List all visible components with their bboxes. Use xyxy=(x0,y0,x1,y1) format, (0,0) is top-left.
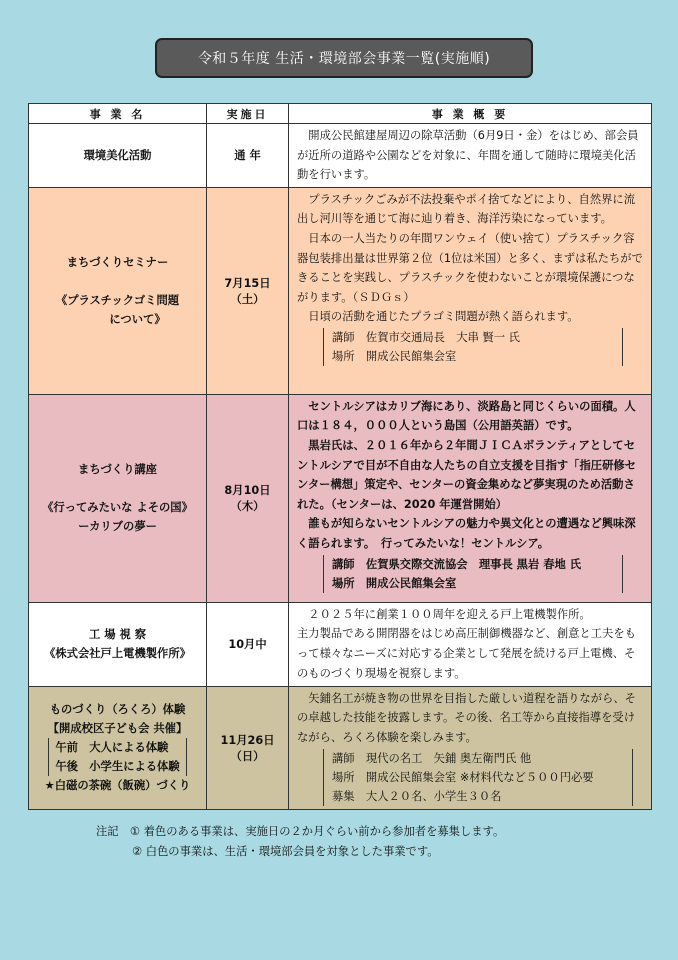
table-row xyxy=(29,602,652,686)
speaker-box: 講師 現代の名工 矢鋪 奥左衛門氏 他 場所 開成公民館集会室 ※材料代など５００円必要 募集 大人２０名、小学生３０名 xyxy=(323,749,633,806)
event-name: まちづくり講座 《行ってみたいな よその国》 ーカリブの夢ー xyxy=(29,394,207,602)
event-date: 10月中 xyxy=(207,602,289,686)
event-name: まちづくりセミナー 《プラスチックゴミ問題 について》 xyxy=(29,187,207,394)
note-1: 注記 ① 着色のある事業は、実施日の２か月ぐらい前から参加者を募集します。 xyxy=(96,825,505,838)
event-date: 通 年 xyxy=(207,124,289,188)
event-date: 8月10日 （木） xyxy=(207,394,289,602)
page-title: 令和５年度 生活・環境部会事業一覧(実施順) xyxy=(155,38,533,78)
speaker-box: 講師 佐賀市交通局長 大串 賢一 氏 場所 開成公民館集会室 xyxy=(323,328,623,366)
table-row xyxy=(29,394,652,602)
event-summary: プラスチックごみが不法投棄やポイ捨てなどにより、自然界に流出し河川等を通じて海に辿り着き、海洋汚染になっています。 日本の一人当たりの年間ワンウェイ（使い捨て）プラスチック容器包装排出量は世界第２位（1位は米国）と多く、まずは私たちができることを実践し、プラスチックを使わないことが環境保護につながります。（ＳＤＧｓ） 日頃の活動を通じたプラゴミ問題が熱く語られます。 講師 佐賀市交通局長 大串 賢一 氏 場所 開成公民館集会室 xyxy=(289,187,652,394)
table-row xyxy=(29,187,652,394)
event-date: 7月15日 （土） xyxy=(207,187,289,394)
event-name: ものづくり（ろくろ）体験 【開成校区子ども会 共催】 午前 大人による体験 午後 小学生による体験 ★白磁の茶碗（飯碗）づくり xyxy=(29,686,207,809)
session-box: 午前 大人による体験 午後 小学生による体験 xyxy=(48,738,186,776)
event-date: 11月26日 （日） xyxy=(207,686,289,809)
event-name: 環境美化活動 xyxy=(29,124,207,188)
header-date: 実施日 xyxy=(207,104,289,124)
note-2: ② 白色の事業は、生活・環境部会員を対象とした事業です。 xyxy=(132,845,439,858)
table-header-row xyxy=(29,104,652,124)
footnotes xyxy=(96,822,504,862)
event-name: 工 場 視 察 《株式会社戸上電機製作所》 xyxy=(29,602,207,686)
event-summary: 矢鋪名工が焼き物の世界を目指した厳しい道程を語りながら、その卓越した技能を披露します。その後、名工等から直接指導を受けながら、ろくろ体験を楽しみます。 講師 現代の名工 矢鋪 奥左衛門氏 他 場所 開成公民館集会室 ※材料代など５００円必要 募集 大人２０名、小学生３０名 xyxy=(289,686,652,809)
event-summary: セントルシアはカリブ海にあり、淡路島と同じくらいの面積。人口は１８４，０００人という島国（公用語英語）です。 黒岩氏は、２０１６年から２年間ＪＩＣＡボランティアとしてセントルシアで目が不自由な人たちの自立支援を目指す「指圧研修センター構想」策定や、センターの資金集めなど夢実現のため活動された。（センターは、2020 年運営開始） 誰もが知らないセントルシアの魅力や異文化との遭遇など興味深く語られます。 行ってみたいな！セントルシア。 講師 佐賀県交際交流協会 理事長 黒岩 春地 氏 場所 開成公民館集会室 xyxy=(289,394,652,602)
speaker-box: 講師 佐賀県交際交流協会 理事長 黒岩 春地 氏 場所 開成公民館集会室 xyxy=(323,555,623,593)
event-summary: ２０２５年に創業１００周年を迎える戸上電機製作所。 主力製品である開閉器をはじめ高圧制御機器など、創意と工夫をもって様々なニーズに対応する企業として発展を続ける戸上電機、そのものづくり現場を視察します。 xyxy=(289,602,652,686)
header-summary: 事 業 概 要 xyxy=(289,104,652,124)
header-name: 事 業 名 xyxy=(29,104,207,124)
table-row xyxy=(29,686,652,809)
event-table xyxy=(28,103,652,810)
event-summary: 開成公民館建屋周辺の除草活動（6月9日・金）をはじめ、部会員が近所の道路や公園などを対象に、年間を通して随時に環境美化活動を行います。 xyxy=(289,124,652,188)
table-row xyxy=(29,124,652,188)
